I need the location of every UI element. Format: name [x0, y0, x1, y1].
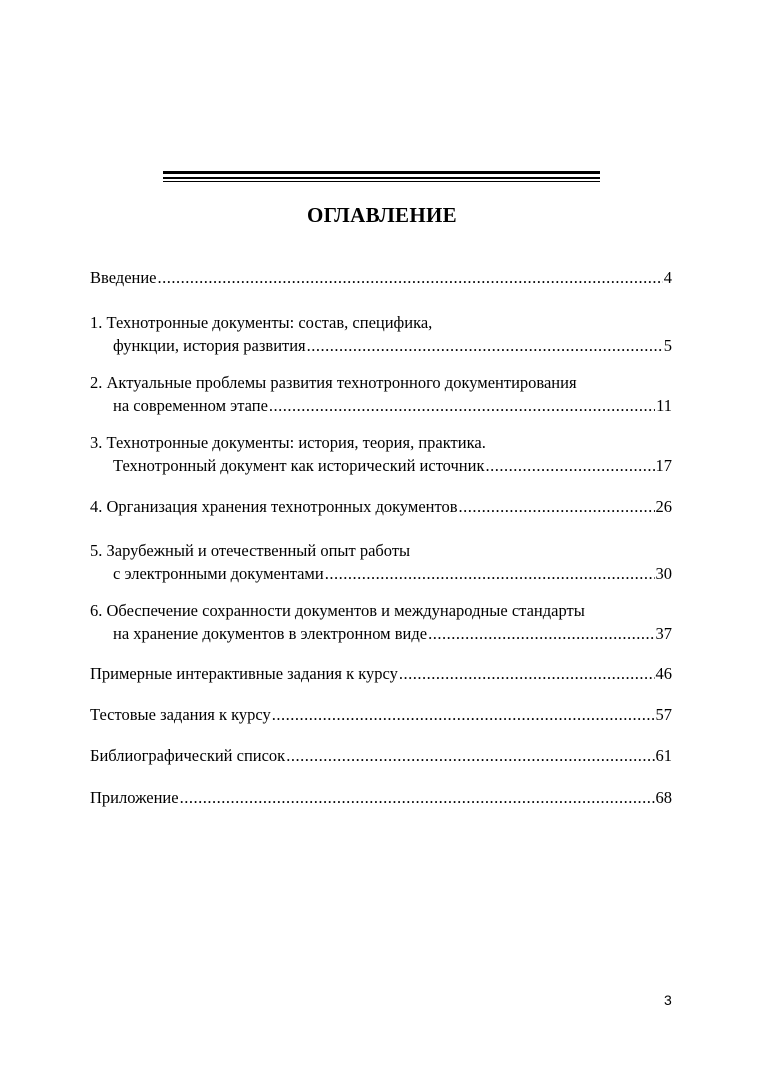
toc-line — [90, 311, 672, 334]
rule-medium — [163, 177, 600, 179]
toc-leader-dots — [325, 562, 655, 585]
toc-entry-title-continued: Технотронный документ как исторический источник — [113, 456, 485, 475]
toc-leader-dots — [272, 703, 655, 726]
toc-entry-title: 5. Зарубежный и отечественный опыт работы — [90, 541, 411, 560]
toc-entry-title: 6. Обеспечение сохранности документов и международные стандарты — [90, 601, 585, 620]
toc-line — [90, 786, 672, 809]
toc-line-continued — [90, 394, 672, 417]
toc-entry-chapter-3[interactable] — [90, 431, 672, 477]
toc-page-number: 11 — [656, 396, 672, 415]
toc-entry-chapter-6[interactable] — [90, 599, 672, 645]
toc-entry-chapter-2[interactable] — [90, 371, 672, 417]
toc-entry-chapter-5[interactable] — [90, 539, 672, 585]
rule-thick — [163, 171, 600, 174]
toc-line — [90, 495, 672, 518]
page-number: 3 — [664, 992, 672, 1008]
toc-leader-dots — [399, 662, 655, 685]
toc-entry-chapter-1[interactable] — [90, 311, 672, 357]
toc-leader-dots — [428, 622, 654, 645]
toc-line-continued — [90, 622, 672, 645]
toc-entry-bibliography[interactable] — [90, 744, 672, 767]
page-title: ОГЛАВЛЕНИЕ — [307, 203, 457, 227]
toc-entry-test-tasks[interactable] — [90, 703, 672, 726]
toc-line-continued — [90, 562, 672, 585]
toc-page-number: 5 — [663, 336, 672, 355]
toc-page-number: 46 — [655, 664, 672, 683]
toc-entry-title-continued: с электронными документами — [113, 564, 324, 583]
toc-entry-title-continued: функции, история развития — [113, 336, 306, 355]
toc-line — [90, 266, 672, 289]
toc-entry-title: Введение — [90, 268, 157, 287]
toc-line — [90, 431, 672, 454]
toc-page-number: 4 — [663, 268, 672, 287]
toc-entry-title: Примерные интерактивные задания к курсу — [90, 664, 398, 683]
toc-line-continued — [90, 334, 672, 357]
toc-page-number: 61 — [655, 746, 672, 765]
toc-entry-title: Тестовые задания к курсу — [90, 705, 271, 724]
toc-line — [90, 371, 672, 394]
toc-line — [90, 744, 672, 767]
toc-entry-appendix[interactable] — [90, 786, 672, 809]
toc-page-number: 26 — [655, 497, 672, 516]
toc-page-number: 17 — [655, 456, 672, 475]
toc-leader-dots — [307, 334, 663, 357]
toc-entry-title: Приложение — [90, 788, 179, 807]
toc-leader-dots — [286, 744, 654, 767]
toc-entry-title-continued: на современном этапе — [113, 396, 268, 415]
toc-entry-interactive-tasks[interactable] — [90, 662, 672, 685]
toc-entry-title: 1. Технотронные документы: состав, специфика, — [90, 313, 433, 332]
toc-entry-title: 4. Организация хранения технотронных документов — [90, 497, 458, 516]
toc-leader-dots — [269, 394, 655, 417]
toc-line — [90, 539, 672, 562]
toc-entry-title-continued: на хранение документов в электронном виде — [113, 624, 428, 643]
header-rules — [163, 171, 600, 182]
toc-entry-title: 3. Технотронные документы: история, теория, практика. — [90, 433, 486, 452]
toc-line — [90, 599, 672, 622]
toc-leader-dots — [459, 495, 655, 518]
toc-page-number: 37 — [655, 624, 672, 643]
toc-leader-dots — [180, 786, 655, 809]
toc-line-continued — [90, 454, 672, 477]
toc-entry-title: 2. Актуальные проблемы развития технотронного документирования — [90, 373, 577, 392]
toc-entry-chapter-4[interactable] — [90, 495, 672, 518]
toc-leader-dots — [485, 454, 654, 477]
toc-leader-dots — [158, 266, 663, 289]
toc-page-number: 68 — [655, 788, 672, 807]
toc-entry-title: Библиографический список — [90, 746, 286, 765]
toc-line — [90, 662, 672, 685]
toc-entry-intro[interactable] — [90, 266, 672, 289]
toc-page-number: 57 — [655, 705, 672, 724]
toc-line — [90, 703, 672, 726]
toc-page-number: 30 — [655, 564, 672, 583]
rule-thin — [163, 181, 600, 182]
